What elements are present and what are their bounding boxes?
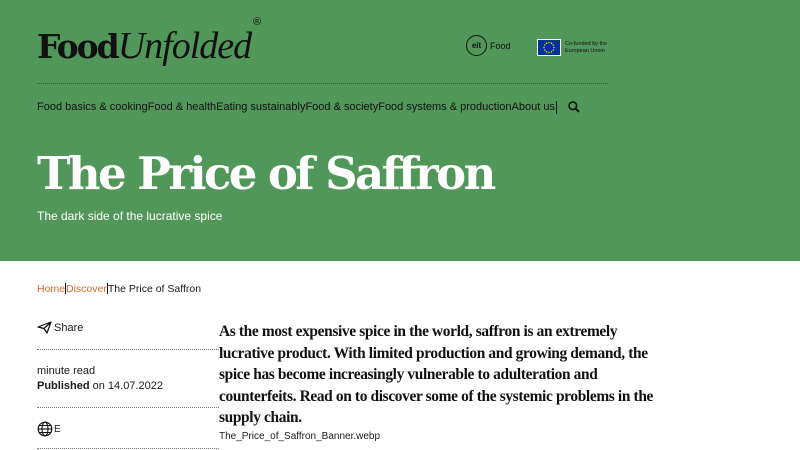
nav-food-health[interactable]: Food & health [147,101,217,113]
header-divider [37,83,608,84]
nav-food-society[interactable]: Food & society [305,101,379,113]
nav-divider [556,101,557,114]
published-date: on 14.07.2022 [89,380,163,392]
paper-plane-icon [37,321,52,334]
nav-food-basics[interactable]: Food basics & cooking [37,101,148,113]
eit-food-logo[interactable] [466,35,511,56]
language-selector[interactable] [37,421,61,437]
breadcrumb-home[interactable]: Home [37,283,66,295]
nav-food-systems[interactable]: Food systems & production [378,101,512,113]
globe-icon [37,421,53,437]
page-subtitle: The dark side of the lucrative spice [37,209,223,223]
breadcrumb [37,283,201,295]
page-title: The Price of Saffron [37,147,494,200]
banner-image-placeholder: The_Price_of_Saffron_Banner.webp [219,431,381,442]
share-button[interactable] [37,321,83,334]
eu-funding-text: Co-funded by the European Union [565,40,608,54]
nav-about-us[interactable]: About us [511,101,555,113]
nav-eating-sustainably[interactable]: Eating sustainably [216,101,306,113]
eit-logo-icon: eit [466,35,487,56]
sidebar-divider [37,448,219,449]
registered-mark: ® [253,16,262,28]
published-label: Published [37,380,90,392]
sidebar-divider [37,407,219,408]
share-label: Share [54,321,84,334]
eu-funding-logo [537,39,613,56]
read-time: minute read [37,365,96,377]
logo-food-text: Food [37,27,118,66]
main-nav [37,100,581,114]
article-lead: As the most expensive spice in the world, saffron is an extremely lucrative product. With limited production and growing demand, the spice has become increasingly vulnerable to adulteration and counterfeits. Read on to discover some of the systemic problems in the supply chain. [219,323,654,426]
eu-flag-icon [537,39,561,56]
search-icon[interactable] [567,100,581,114]
language-label: E [54,423,61,435]
sidebar-divider [37,349,219,350]
site-logo[interactable] [37,16,262,68]
breadcrumb-discover[interactable]: Discover [66,283,107,295]
logo-unfolded-text: Unfolded [117,25,252,67]
eit-logo-text: Food [490,40,511,51]
breadcrumb-current: The Price of Saffron [107,283,202,295]
published-info [37,380,163,392]
